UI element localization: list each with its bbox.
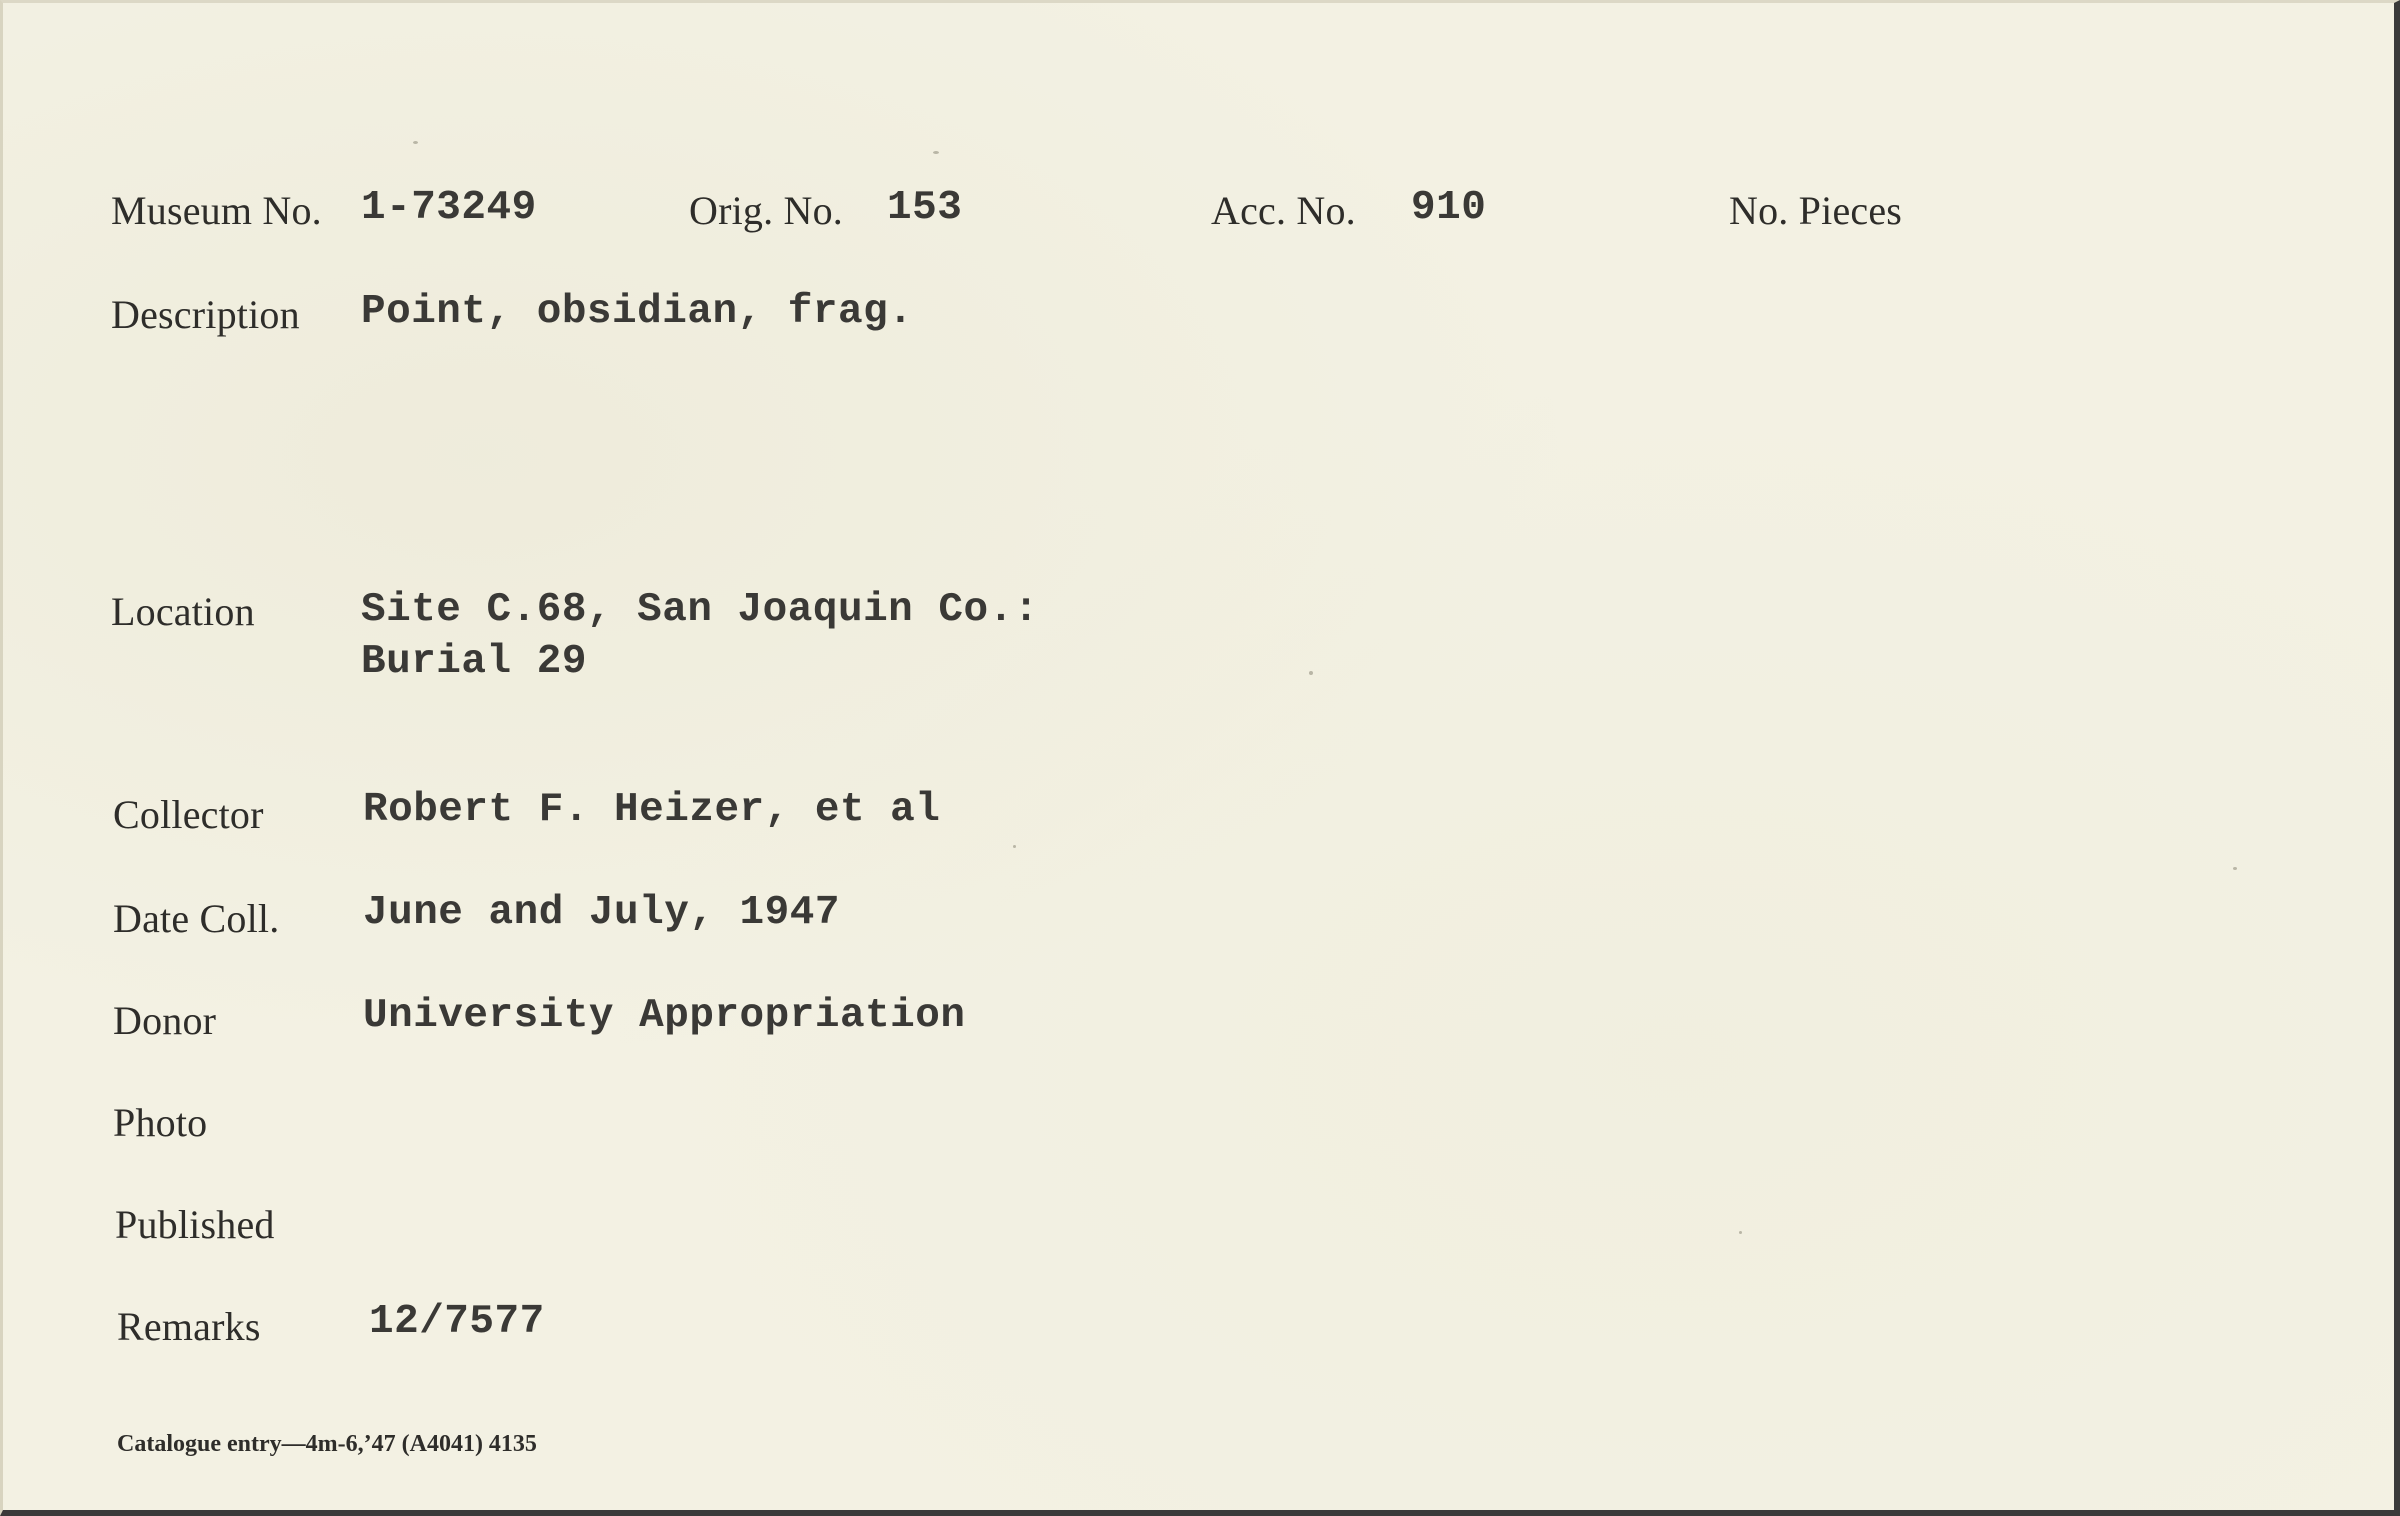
location-line1: Site C.68, San Joaquin Co.:	[361, 587, 1039, 633]
collector-label: Collector	[113, 792, 264, 837]
acc-no-label: Acc. No.	[1211, 188, 1356, 233]
paper-speck	[2233, 867, 2237, 870]
museum-no-value: 1-73249	[361, 185, 537, 231]
museum-no-label: Museum No.	[111, 188, 322, 233]
remarks-label: Remarks	[117, 1304, 261, 1349]
location-line2: Burial 29	[361, 639, 587, 685]
description-label: Description	[111, 292, 300, 337]
no-pieces-label: No. Pieces	[1729, 188, 1903, 233]
published-label: Published	[115, 1202, 275, 1247]
paper-speck	[1309, 671, 1313, 675]
acc-no-value: 910	[1411, 185, 1487, 231]
orig-no-value: 153	[887, 185, 963, 231]
photo-label: Photo	[113, 1100, 208, 1145]
paper-speck	[933, 151, 939, 154]
collector-value: Robert F. Heizer, et al	[363, 787, 941, 833]
paper-speck	[413, 141, 418, 144]
donor-label: Donor	[113, 998, 217, 1043]
paper-speck	[1013, 845, 1016, 848]
description-value: Point, obsidian, frag.	[361, 289, 914, 335]
orig-no-label: Orig. No.	[689, 188, 844, 233]
date-coll-label: Date Coll.	[113, 896, 280, 941]
donor-value: University Appropriation	[363, 993, 966, 1039]
date-coll-value: June and July, 1947	[363, 890, 840, 936]
paper-speck	[1739, 1231, 1742, 1234]
location-label: Location	[111, 589, 255, 634]
remarks-value: 12/7577	[369, 1299, 545, 1345]
catalogue-entry-imprint: Catalogue entry—4m-6,’47 (A4041) 4135	[117, 1431, 537, 1457]
